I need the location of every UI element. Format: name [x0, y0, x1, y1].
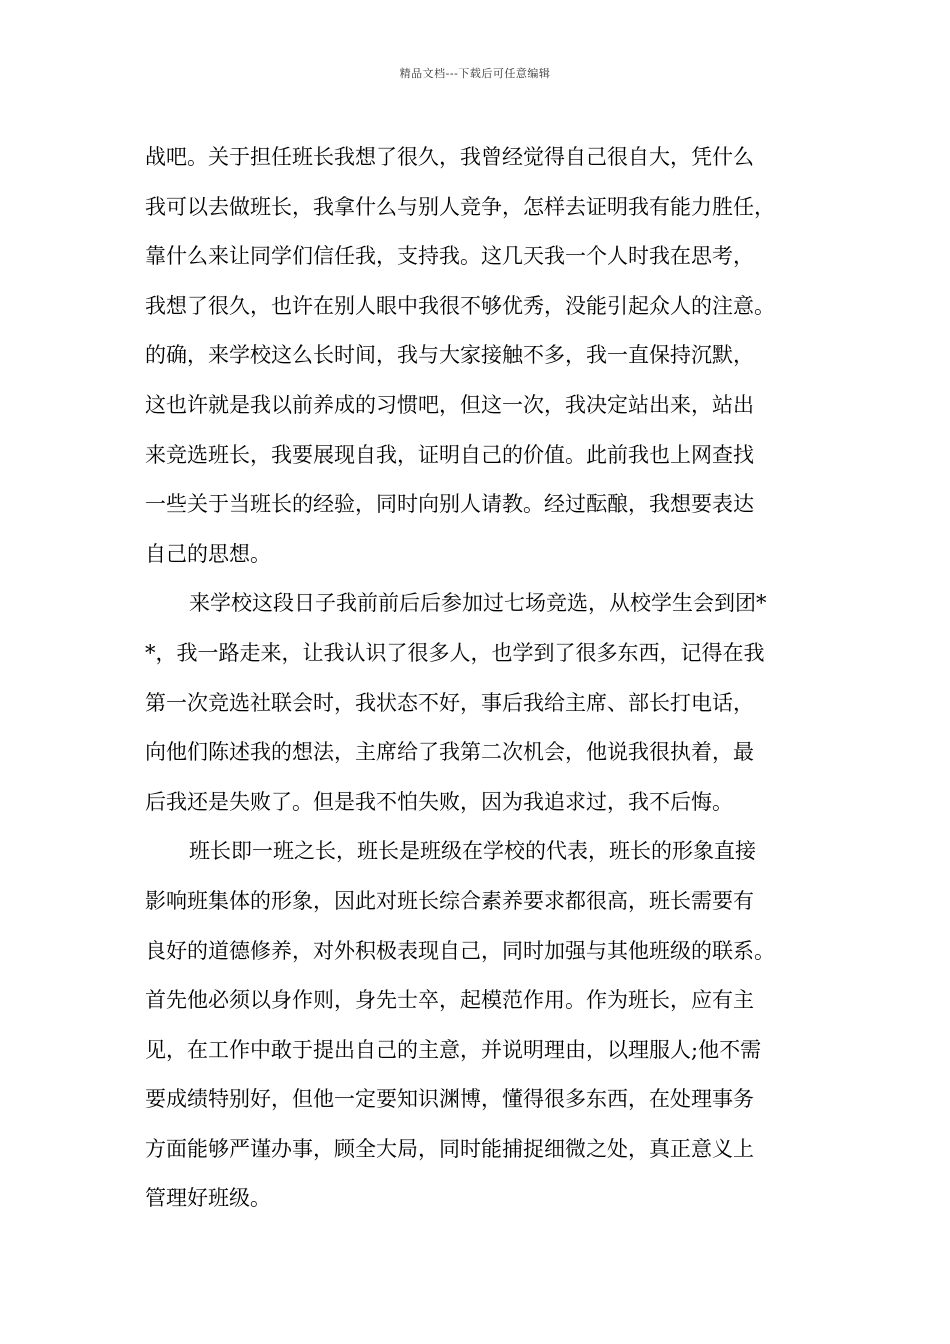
- paragraph-1: [145, 133, 820, 579]
- paragraph-2: [145, 579, 820, 827]
- text-line: 的确，来学校这么长时间，我与大家接触不多，我一直保持沉默，: [145, 343, 754, 368]
- text-line: 靠什么来让同学们信任我，支持我。这几天我一个人时我在思考，: [145, 244, 754, 269]
- paragraph-3: [145, 827, 820, 1224]
- text-line: 见，在工作中敢于提出自己的主意，并说明理由，以理服人;他不需: [145, 1037, 762, 1062]
- text-line: 战吧。关于担任班长我想了很久，我曾经觉得自己很自大，凭什么: [145, 145, 754, 169]
- text-line: 要成绩特别好，但他一定要知识渊博，懂得很多东西，在处理事务: [145, 1087, 754, 1112]
- document-body: [145, 133, 820, 1224]
- text-line: 方面能够严谨办事，顾全大局，同时能捕捉细微之处，真正意义上: [145, 1136, 754, 1161]
- page-header: 精品文档---下载后可任意编辑: [399, 67, 551, 80]
- text-line: 良好的道德修养，对外积极表现自己，同时加强与其他班级的联系。: [145, 938, 775, 963]
- text-line: 班长即一班之长，班长是班级在学校的代表，班长的形象直接: [189, 839, 756, 864]
- text-line: 自己的思想。: [145, 541, 271, 566]
- text-line: 这也许就是我以前养成的习惯吧，但这一次，我决定站出来，站出: [145, 392, 754, 417]
- text-line: 我可以去做班长，我拿什么与别人竞争，怎样去证明我有能力胜任，: [145, 194, 775, 219]
- text-line: 一些关于当班长的经验，同时向别人请教。经过酝酿，我想要表达: [145, 492, 754, 517]
- text-line: 管理好班级。: [145, 1186, 271, 1211]
- text-line: 来学校这段日子我前前后后参加过七场竞选，从校学生会到团*: [189, 591, 767, 616]
- text-line: 向他们陈述我的想法，主席给了我第二次机会，他说我很执着，最: [145, 740, 754, 765]
- text-line: 后我还是失败了。但是我不怕失败，因为我追求过，我不后悔。: [145, 789, 733, 814]
- text-line: 影响班集体的形象，因此对班长综合素养要求都很高，班长需要有: [145, 888, 754, 913]
- text-line: 首先他必须以身作则，身先士卒，起模范作用。作为班长，应有主: [145, 988, 754, 1013]
- text-line: 来竞选班长，我要展现自我，证明自己的价值。此前我也上网查找: [145, 442, 754, 467]
- text-line: 我想了很久，也许在别人眼中我很不够优秀，没能引起众人的注意。: [145, 293, 775, 318]
- text-line: *，我一路走来，让我认识了很多人，也学到了很多东西，记得在我: [145, 640, 765, 665]
- text-line: 第一次竞选社联会时，我状态不好，事后我给主席、部长打电话，: [145, 690, 754, 715]
